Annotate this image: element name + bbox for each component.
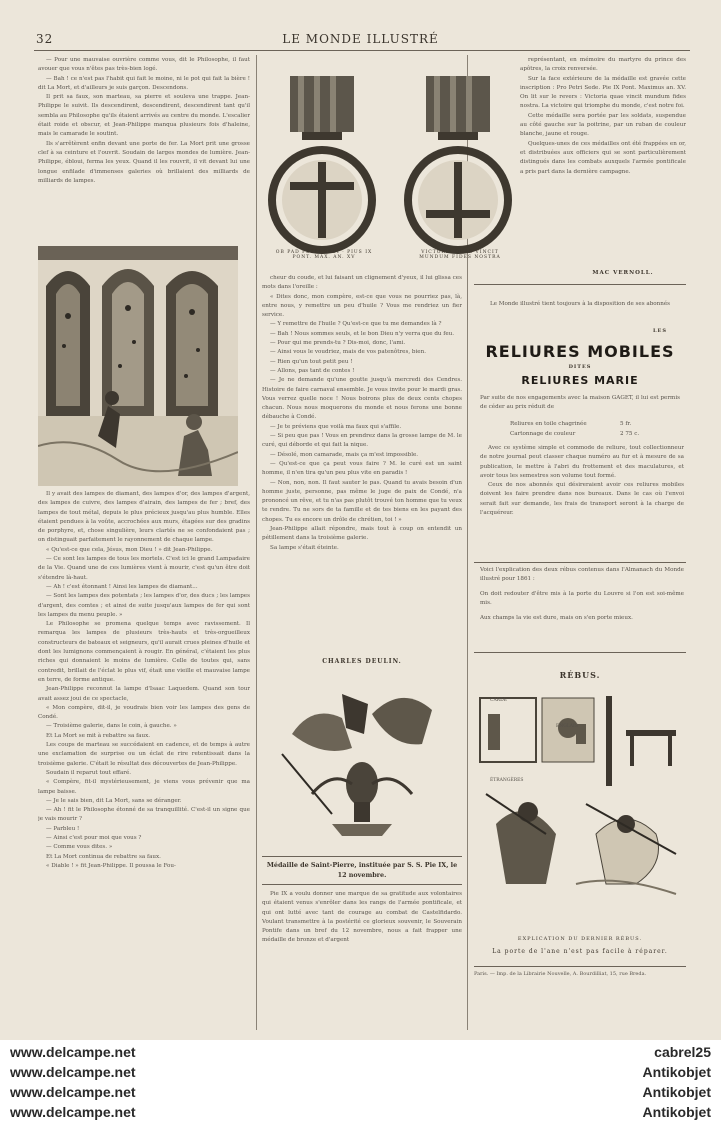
- paragraph: — Parbleu !: [46, 825, 80, 832]
- paragraph: « Mon compère, dit-il, je voudrais bien voir les lampes des gens de Condé.: [38, 704, 250, 721]
- paragraph: — Qu'est-ce que ça peut vous faire ? M. le curé est un saint homme, il n'en tira qu'un peu plus vite en paradis !: [262, 460, 462, 477]
- dites-label: DITES: [568, 364, 592, 370]
- paragraph: Jean-Philippe reconnut la lampe d'Isaac Laquedem. Quand son tour avait assez joui de ce spectacle,: [38, 686, 250, 702]
- right-rule-4: [474, 966, 686, 967]
- rebus-label-carde: CARDE: [490, 698, 507, 703]
- signature-vernoll: MAC VERNOLL.: [592, 270, 654, 276]
- rebus-illustration: [476, 684, 684, 920]
- paragraph: Sur la face extérieure de la médaille est gravée cette inscription : Pro Petri Sede. Pie IX Pont. Maximus an. XV. On lit sur le revers : Victoria quae vincit mundum fides nostra. La victoire qui triomphe du monde, c'est notre foi.: [520, 75, 686, 110]
- watermark-band: [0, 1040, 721, 1131]
- paragraph: — Ce sont les lampes de tous les mortels. C'est ici le grand Lampadaire de la Vie. Quand une de ces lumières vient à mourir, c'est qu'un être doit s'étendre là-haut.: [38, 556, 250, 581]
- reliures-description: [480, 444, 684, 568]
- column-divider-left: [256, 55, 257, 1030]
- paragraph: — Non, non, non. Il faut sauter le pas. Quand tu avais besoin d'un homme juste, personne, pas même le juge de paix de Condé, n'a prononcé un rêve, et tu n'as pas plutôt trouvé ton homme que tu veux te rendre. Tu ne sors de ta famille et de tes biens en les payant des chopes. Tu es encore un drôle de chrétien, toi ! »: [262, 479, 462, 523]
- watermark-left: www.delcampe.net: [10, 1064, 136, 1080]
- watermark-right: Antikobjet: [642, 1064, 711, 1080]
- printer-imprint: Paris. — Imp. de la Librairie Nouvelle, A. Bourdilliat, 15, rue Breda.: [474, 971, 647, 977]
- paragraph: Cette médaille sera portée par les soldats, suspendue au côté gauche sur la poitrine, par un ruban de couleur blanche, jaune et rouge.: [520, 112, 686, 138]
- journal-title: LE MONDE ILLUSTRÉ: [282, 32, 439, 46]
- reliures-text: Par suite de nos engagements avec la maison GAGET, il lui est permis de céder au prix réduit de: [480, 395, 680, 411]
- medal-obverse-inscription: OB PAD PETRI SEDI · PIUS IX PONT. MAX. AN. XV: [275, 250, 373, 260]
- right-rule-2: [474, 562, 686, 563]
- price-2-label: Cartonnage de couleur: [510, 431, 576, 437]
- reliures-mobiles-title: RELIURES MOBILES: [485, 342, 675, 361]
- rebus-explanation: La porte de l'ane n'est pas facile à réparer.: [492, 948, 668, 955]
- paragraph: Soudain il reparut tout effaré.: [46, 769, 132, 776]
- paragraph: Pie IX a voulu donner une marque de sa gratitude aux volontaires qui étaient venus s'enrôler dans les rangs de l'armée pontificale, et qui ont lutté avec tant de courage au combat de Castelfidardo. Voulant transmettre à la postérité ce glorieux souvenir, le Souverain Pontife dans un bref du 12 novembre, nous a fait frapper une médaille de bronze et d'argent: [262, 891, 462, 944]
- paragraph: — Je te préviens que voilà ma faux qui s'affile.: [270, 423, 402, 430]
- paragraph: — Ah ! fit le Philosophe étonné de sa tranquillité. C'est-il un signe que je vais mourir ?: [38, 807, 250, 823]
- right-column-text: [520, 56, 686, 266]
- medal-obverse: [268, 70, 378, 270]
- paragraph: — Pour qui me prends-tu ? Dis-moi, donc, l'ami.: [270, 340, 406, 347]
- paragraph: — Y remettre de l'huile ? Qu'est-ce que tu me demandes là ?: [270, 321, 442, 328]
- paragraph: — Comme vous dites. »: [46, 844, 113, 851]
- page-number: 32: [36, 32, 54, 46]
- paragraph: — Allons, pas tant de contes !: [270, 367, 355, 374]
- caption-rule-bottom: [262, 884, 462, 885]
- watermark-left: www.delcampe.net: [10, 1084, 136, 1100]
- paragraph: — Ainsi c'est pour moi que vous ?: [46, 834, 142, 841]
- paragraph: — Bah ! ce n'est pas l'habit qui fait le moine, ni le pot qui fait la bière ! dit La Mort, et d'ailleurs je suis garçon. Descendons.: [38, 75, 250, 91]
- les-label: LES: [653, 328, 667, 334]
- reliures-marie-title: RELIURES MARIE: [521, 374, 639, 387]
- paragraph: — Ainsi vous le voudriez, mais de vos patenôtres, bien.: [270, 349, 426, 356]
- rebus-label-etrangeres: ÉTRANGÈRES: [490, 778, 524, 783]
- left-column-bottom: [38, 490, 250, 1030]
- reliures-notice: Le Monde illustré tient toujours à la disposition de ses abonnés: [489, 301, 671, 307]
- paragraph: — Ah ! c'est étonnant ! Ainsi les lampes de diamant...: [46, 583, 198, 590]
- rebus-explanation-title: EXPLICATION DU DERNIER RÉBUS.: [517, 936, 643, 942]
- price-2-value: 2 75 c.: [620, 431, 640, 437]
- price-1-value: 5 fr.: [620, 421, 632, 427]
- rebus-notice: Voici l'explication des deux rébus contenus dans l'Almanach du Monde illustré pour 1861 :: [480, 567, 684, 583]
- header-rule: [34, 50, 690, 51]
- paragraph: Quelques-unes de ces médailles ont été frappées en or, et distribuées aux officiers qui se sont particulièrement distingués dans les combats auxquels l'armée pontificale a pris part dans la dernière campagne.: [520, 140, 686, 175]
- paragraph: — Désolé, mon camarade, mais ça m'est impossible.: [270, 451, 419, 458]
- paragraph: — Pour une mauvaise ouvrière comme vous, dit le Philosophe, il faut avouer que vous n'êtes pas très-bien logé.: [38, 57, 250, 73]
- paragraph: — Je ne demande qu'une goutte jusqu'à mercredi des Cendres. Histoire de faire carnaval ensemble. Je vous invite pour le mardi gras. Vous verrez quelle noce ! Nous boirons plus de deux cents chopes chacun. Nous nous moquerons du monde et nous ferons une bonne débauche à Condé.: [262, 377, 462, 421]
- paragraph: cheur du coude, et lui faisant un clignement d'yeux, il lui glissa ces mots dans l'oreille :: [262, 275, 462, 291]
- watermark-right: Antikobjet: [642, 1084, 711, 1100]
- paragraph: « Dites donc, mon compère, est-ce que vous ne pourriez pas, là, entre nous, y remettre un peu d'huile ? Vous me rendriez un fier service.: [262, 293, 462, 319]
- paragraph: Ceux de nos abonnés qui désireraient avoir ces reliures mobiles doivent les faire prendre dans nos bureaux. Dans le cas où l'envoi serait fait sur demande, les frais de transport seront à la charge de l'acquéreur.: [480, 482, 684, 517]
- watermark-left: www.delcampe.net: [10, 1044, 136, 1060]
- medal-reverse: [404, 70, 514, 270]
- signature-deulin: CHARLES DEULIN.: [322, 658, 402, 665]
- paragraph: Jean-Philippe allait répondre, mais tout à coup on entendit un pétillement dans la troisième galerie.: [262, 526, 462, 542]
- caption-rule: [262, 856, 462, 857]
- paragraph: — Sont les lampes des potentats ; les lampes d'or, des ducs ; les lampes d'argent, des comtes ; et ainsi de suite jusqu'aux lampes de fer qui sont les lampes du menu peuple. »: [38, 593, 250, 618]
- paragraph: Ils s'arrêtèrent enfin devant une porte de fer. La Mort prit une grosse clef à sa ceinture et l'ouvrit. Soudain de larges mondes de lumière. Jean-Philippe, ébloui, ferma les yeux. Quand il les rouvrit, il vit devant lui une longue enfilade d'immenses galeries où brillaient des milliards de milliards de lampes.: [38, 140, 250, 184]
- left-column-top: [38, 56, 250, 242]
- medal-caption: Médaille de Saint-Pierre, instituée par S. S. Pie IX, le 12 novembre.: [266, 861, 458, 879]
- paragraph: Avec ce système simple et commode de reliure, tout collectionneur de notre journal peut classer chaque numéro au fur et à mesure de sa publication, le mettre à l'abri du frottement et des maculatures, et avoir tous les semestres son volume tout formé.: [480, 445, 684, 479]
- right-rule-1: [474, 284, 686, 285]
- paragraph: « Diable ! » fit Jean-Philippe. Il poussa le Fou-: [46, 862, 176, 869]
- paragraph: Il y avait des lampes de diamant, des lampes d'or, des lampes d'argent, des lampes de cuivre, des lampes d'airain, des lampes de fer ; bref, des lampes de tout métal, depuis le plus précieux jusqu'au plus humble. Elles étaient pendues à la voûte, accrochées aux murs, étagées sur des gradins de porphyre, et, chose singulière, leurs clartés ne se confondaient pas ; on distinguait parfaitement le rayonnement de chaque lampe.: [38, 491, 250, 544]
- rebus-label-englais: ENGLAIS: [556, 724, 578, 729]
- rebus-answer-2: Aux champs la vie est dure, mais on s'en porte mieux.: [480, 615, 633, 621]
- paragraph: — Troisième galerie, dans le coin, à gauche. »: [46, 723, 177, 730]
- paragraph: « Compère, fit-il mystérieusement, je viens vous prévenir que ma lampe baisse.: [38, 779, 250, 795]
- watermark-right: Antikobjet: [642, 1104, 711, 1120]
- medal-reverse-inscription: VICTORIA QUAE VINCIT MUNDUM FIDES NOSTRA: [419, 250, 501, 260]
- rebus-answer-1: On doit redouter d'être mis à la porte du Louvre si l'on est soi-même mis.: [480, 591, 684, 607]
- cul-de-lampe-illustration: [272, 674, 452, 848]
- paragraph: Et La Mort continua de rebattre sa faux.: [46, 853, 161, 860]
- watermark-right: cabrel25: [654, 1044, 711, 1060]
- paragraph: — Bah ! Nous sommes seuls, et le bon Dieu n'y verra que du feu.: [270, 330, 455, 337]
- paragraph: représentant, en mémoire du martyre du prince des apôtres, la croix renversée.: [520, 57, 686, 73]
- vault-of-lamps-illustration: [38, 246, 238, 486]
- paragraph: « Qu'est-ce que cela, Jésus, mon Dieu ! » dit Jean-Philippe.: [46, 546, 213, 553]
- rebus-title: RÉBUS.: [559, 670, 601, 680]
- paragraph: — Je le sais bien, dit La Mort, sans se déranger.: [46, 797, 182, 804]
- paragraph: — Rien qu'un tout petit peu !: [270, 358, 353, 365]
- middle-column-text: [262, 274, 462, 646]
- right-rule-3: [474, 652, 686, 653]
- paragraph: Il prit sa faux, son marteau, sa pierre et souleva une trappe. Jean-Philippe le suivit. Ils descendirent, descendirent, descendirent tant qu'il sembla au Philosophe qu'ils étaient arrivés au centre du monde. L'escalier était roide et obscur, et Jean-Philippe manqua plusieurs fois d'haleine, mais le camarade le soutint.: [38, 94, 250, 138]
- paragraph: Les coups de marteau se succédaient en cadence, et de temps à autre une exclamation de surprise ou un éclat de rire retentissait dans la troisième galerie. C'était le résultat des découvertes de Jean-Philippe.: [38, 742, 250, 767]
- paragraph: Sa lampe s'était éteinte.: [270, 544, 339, 551]
- paragraph: Le Philosophe se promena quelque temps avec ravissement. Il remarqua les lampes de plusieurs très-hauts et très-orgueilleux constructeurs de bateaux et seigneurs, qu'il aurait crues pleines d'huile et dont les lumignons commençaient à rougir. En général, c'étaient les plus riches qui donnaient le moins de lumière. Celle de toutes qui, sans contredit, brillait de l'éclat le plus vif, était une vieille et mauvaise lampe en terre, de forme antique.: [38, 621, 250, 683]
- watermark-left: www.delcampe.net: [10, 1104, 136, 1120]
- middle-column-body: [262, 890, 462, 990]
- paragraph: Et La Mort se mit à rebattre sa faux.: [46, 732, 151, 739]
- price-1-label: Reliures en toile chagrinée: [510, 421, 587, 427]
- paragraph: — Si peu que pas ! Vous en prendrez dans la grosse lampe de M. le curé, qui déborde et qui fait la nique.: [262, 433, 462, 449]
